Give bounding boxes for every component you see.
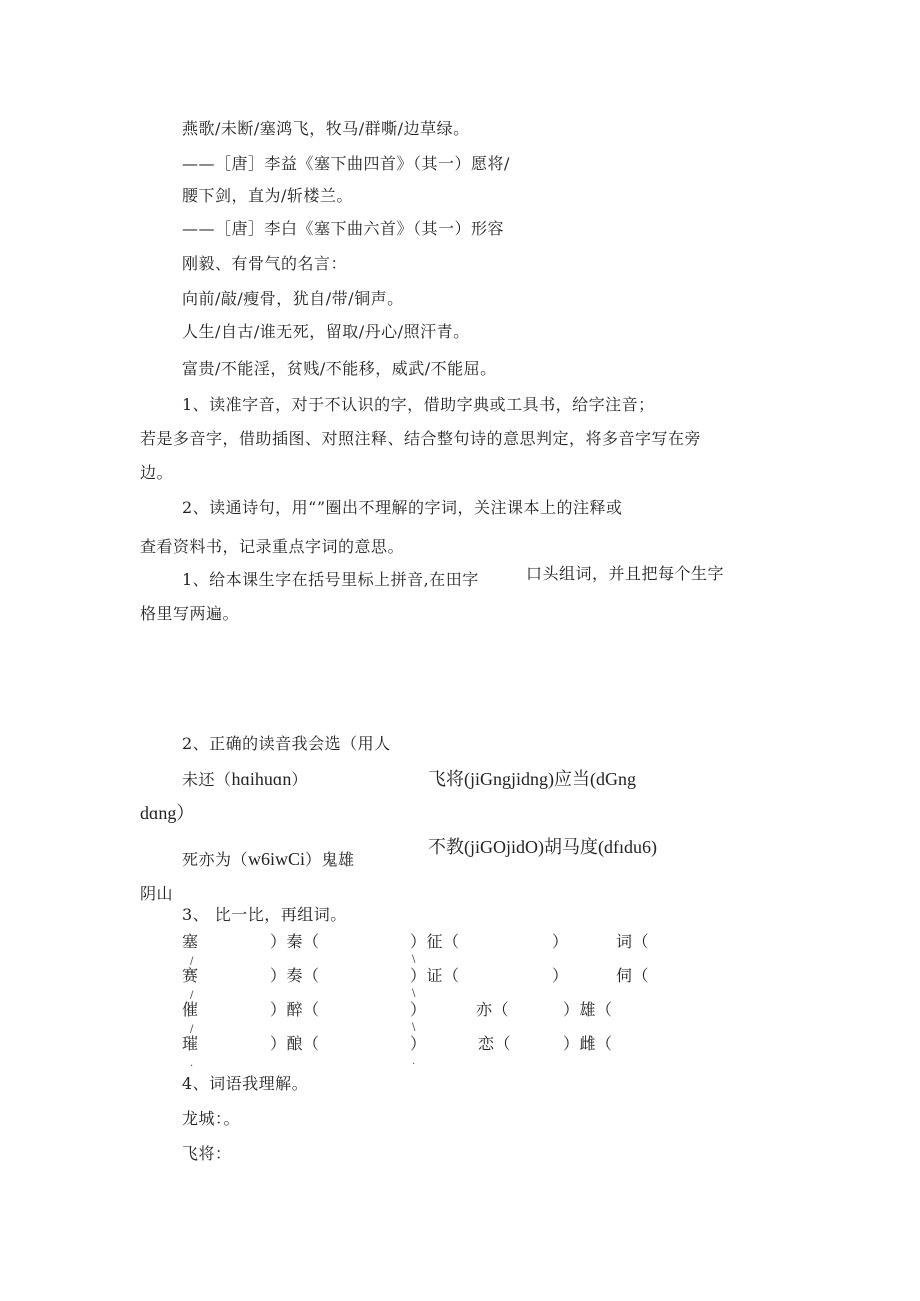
- ex3-row1-col3: ）征（: [410, 932, 460, 951]
- ex3-row2-col4: ）: [552, 966, 569, 985]
- ex3-row1-col5: 词（: [616, 932, 650, 951]
- ex3-row3-char: 催: [182, 1000, 199, 1019]
- ex3-row2-col5: 伺（: [616, 966, 650, 985]
- exercise-4-item-2: 飞将：: [182, 1144, 232, 1163]
- ex3-row2-col3: ）证（: [410, 966, 460, 985]
- item-1-word: 未还（: [182, 770, 232, 789]
- ex3-row2-col2: ）奏（: [270, 966, 320, 985]
- tone-mark-glyph: \: [412, 988, 416, 999]
- exercise-2-item-1-cont: dɑng）: [140, 803, 195, 823]
- poem-line-6: 向前/敲/瘦骨，犹自/带/铜声。: [182, 289, 404, 308]
- ex3-row3-col4: 亦（: [476, 1000, 510, 1019]
- ex3-row4-col3: ）: [410, 1034, 427, 1053]
- item-3-word: 死亦为（: [182, 850, 249, 869]
- instruction-2-line-b: 查看资料书，记录重点字词的意思。: [140, 537, 405, 556]
- poem-line-5: 刚毅、有骨气的名言：: [182, 254, 348, 273]
- item-3-close: ）鬼雄: [305, 850, 355, 869]
- tone-mark-glyph: .: [190, 1058, 194, 1069]
- item-1-close: ）: [291, 770, 308, 789]
- exercise-2-item-3-cont: 阴山: [140, 884, 174, 903]
- ex3-row1-col4: ）: [552, 932, 569, 951]
- exercise-2-item-2: 飞将(jiGngjidng)应当(dGng: [428, 769, 636, 789]
- instruction-1-line-a: 1、读准字音，对于不认识的字，借助字典或工具书，给字注音；: [182, 395, 655, 414]
- instruction-2-line-a: 2、读通诗句，用“”圈出不理解的字词，关注课本上的注释或: [182, 498, 623, 517]
- poem-line-3: 腰下剑，直为/斩楼兰。: [182, 186, 353, 205]
- exercise-2-title: 2、正确的读音我会选（用人: [182, 734, 391, 753]
- tone-mark-glyph: /: [190, 990, 194, 1001]
- exercise-3-title: 3、 比一比，再组词。: [182, 905, 347, 924]
- ex3-row4-col5: ）雌（: [563, 1034, 613, 1053]
- ex3-row4-char: 璀: [182, 1034, 199, 1053]
- ex3-row1-col2: ）秦（: [270, 932, 320, 951]
- poem-line-7: 人生/自古/谁无死，留取/丹心/照汗青。: [182, 322, 470, 341]
- item-1-pinyin: hɑihuɑn: [231, 769, 292, 789]
- exercise-1-line-c: 格里写两遍。: [140, 604, 240, 623]
- exercise-2-item-1: [182, 770, 308, 788]
- exercise-4-item-1: 龙城：。: [182, 1109, 241, 1128]
- exercise-2-item-3: [182, 850, 355, 868]
- tone-mark-glyph: \: [412, 1022, 416, 1033]
- ex3-row2-char: 赛: [182, 966, 199, 985]
- ex3-row3-col2: ）醉（: [270, 1000, 320, 1019]
- exercise-1-line-b: 口头组词，并且把每个生字: [526, 564, 725, 583]
- ex3-row4-col4: 恋（: [478, 1034, 512, 1053]
- ex3-row3-col3: ）: [410, 1000, 427, 1019]
- ex3-row3-col5: ）雄（: [563, 1000, 613, 1019]
- instruction-1-line-b: 若是多音字，借助插图、对照注释、结合整句诗的意思判定，将多音字写在旁: [140, 429, 702, 448]
- poem-line-8: 富贵/不能淫，贫贱/不能移，威武/不能屈。: [182, 359, 497, 378]
- exercise-4-title: 4、词语我理解。: [182, 1074, 309, 1093]
- tone-mark-glyph: /: [190, 956, 194, 967]
- tone-mark-glyph: /: [190, 1024, 194, 1035]
- poem-line-4: ——［唐］李白《塞下曲六首》（其一）形容: [182, 219, 505, 238]
- poem-line-2: ——［唐］李益《塞下曲四首》（其一）愿将/: [182, 154, 510, 173]
- exercise-2-item-4: 不教(jiGOjidO)胡马度(dfıdu6): [428, 837, 657, 857]
- instruction-1-line-c: 边。: [140, 463, 174, 482]
- tone-mark-glyph: .: [412, 1056, 416, 1067]
- tone-mark-glyph: \: [412, 954, 416, 965]
- ex3-row1-char: 塞: [182, 932, 199, 951]
- item-3-pinyin: w6iwCi: [248, 849, 306, 869]
- exercise-1-line-a: 1、给本课生字在括号里标上拼音,在田字: [182, 570, 479, 589]
- poem-line-1: 燕歌/未断/塞鸿飞，牧马/群嘶/边草绿。: [182, 119, 470, 138]
- ex3-row4-col2: ）酿（: [270, 1034, 320, 1053]
